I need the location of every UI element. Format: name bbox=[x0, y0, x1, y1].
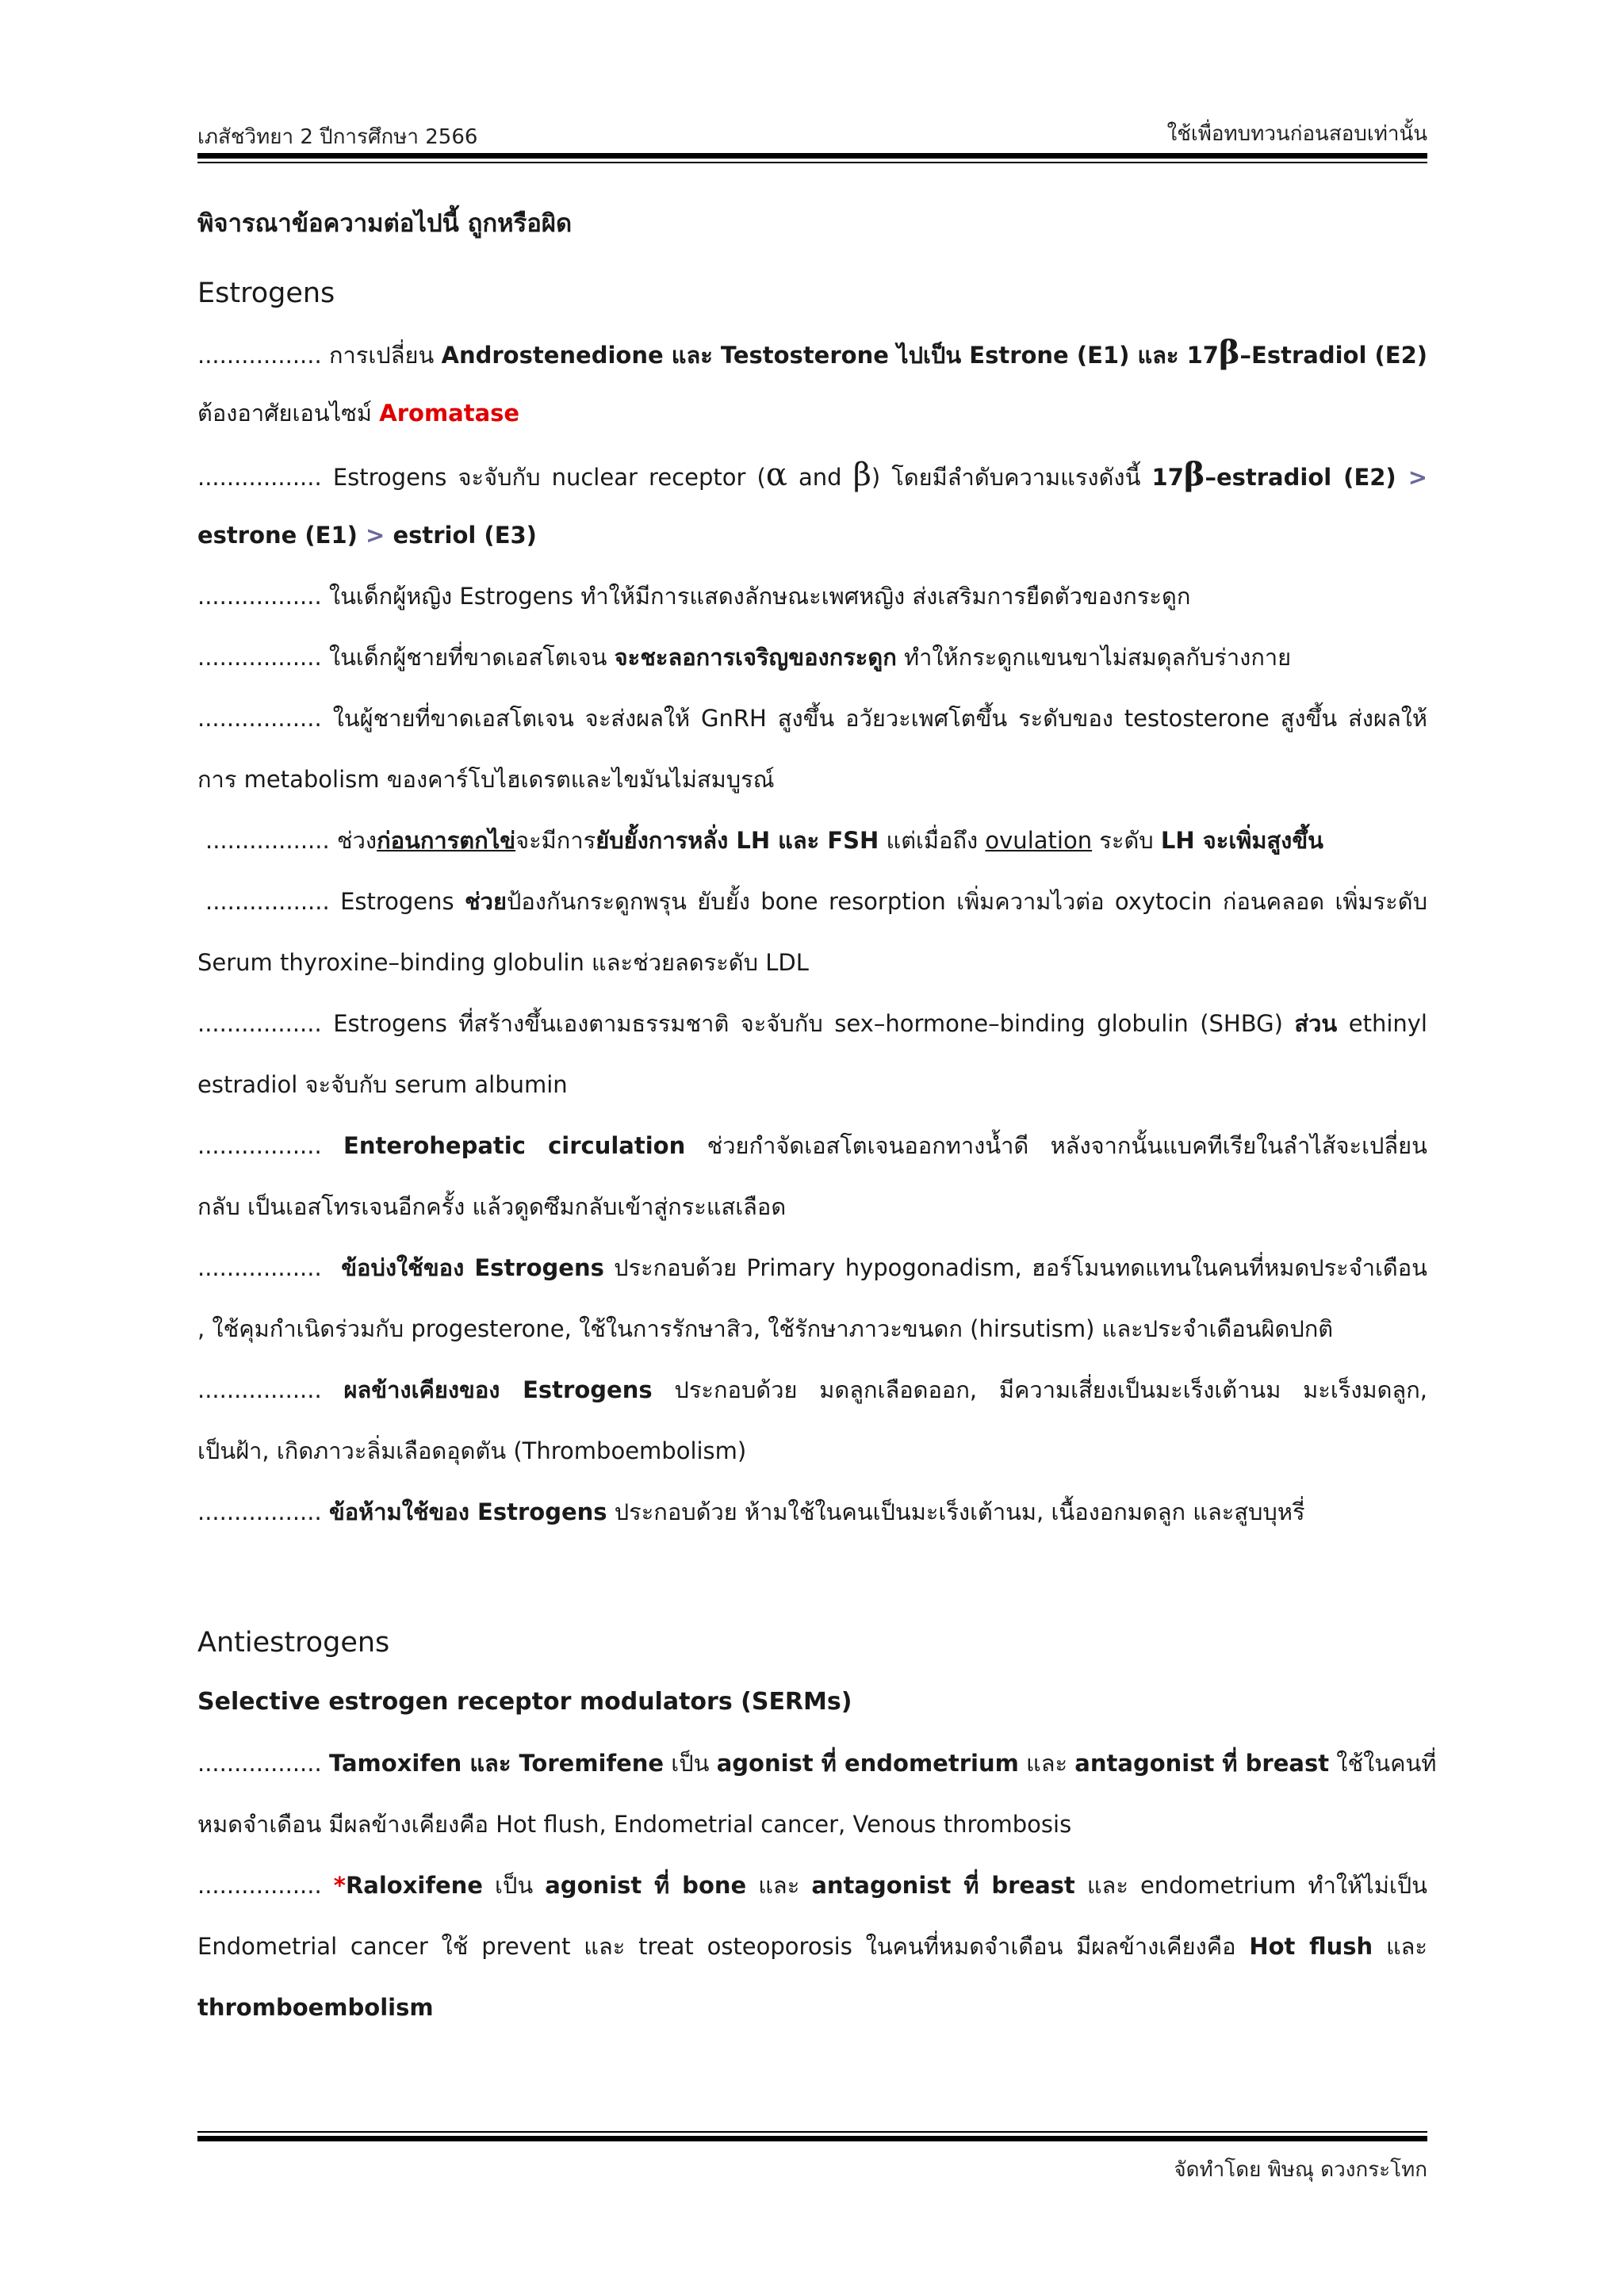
text-bold: LH จะเพิ่มสูงขึ้น bbox=[1160, 827, 1323, 854]
statement-7-line-2 bbox=[197, 932, 1427, 993]
text: กลับ เป็นเอสโทรเจนอีกครั้ง แล้วดูดซึมกลับเข้าสู่กระแสเลือด bbox=[197, 1193, 787, 1220]
text-bold: agonist ที่ bone bbox=[545, 1872, 747, 1899]
text-bold: Raloxifene bbox=[345, 1872, 483, 1899]
text: และ bbox=[1373, 1933, 1428, 1960]
statement-10-line-2 bbox=[197, 1299, 1427, 1360]
text: และ bbox=[1018, 1750, 1075, 1777]
statement-8-line-1 bbox=[197, 993, 1427, 1054]
text: ต้องอาศัยเอนไซม์ bbox=[197, 400, 380, 427]
statement-10-line-1 bbox=[197, 1238, 1427, 1299]
statement-12 bbox=[197, 1482, 1427, 1543]
statement-6 bbox=[197, 810, 1427, 871]
text-bold: ส่วน bbox=[1294, 1010, 1338, 1037]
beta-symbol: β bbox=[1218, 334, 1240, 371]
text-bold: antagonist ที่ breast bbox=[1074, 1750, 1330, 1777]
text: และ bbox=[746, 1872, 812, 1899]
answer-blank: ................. bbox=[197, 464, 322, 491]
text-bold: thromboembolism bbox=[197, 1994, 434, 2021]
answer-blank: ................. bbox=[197, 705, 322, 732]
text: จะมีการ bbox=[515, 827, 596, 854]
statement-2-line-1 bbox=[197, 444, 1427, 505]
statement-11-line-1 bbox=[197, 1360, 1427, 1421]
answer-blank: ................. bbox=[197, 1498, 322, 1525]
text: ประกอบด้วย มดลูกเลือดออก, มีความเสี่ยงเป็นมะเร็งเต้านม มะเร็งมดลูก, bbox=[652, 1376, 1427, 1403]
text: ethinyl bbox=[1337, 1010, 1427, 1037]
footer-rule-thin bbox=[197, 2131, 1427, 2133]
text-bold: estriol (E3) bbox=[385, 522, 537, 549]
statement-7-line-1 bbox=[197, 871, 1427, 932]
answer-blank: ................. bbox=[197, 1376, 322, 1403]
text-bold: ข้อบ่งใช้ของ Estrogens bbox=[341, 1254, 604, 1281]
enzyme-name: Aromatase bbox=[379, 400, 520, 427]
section-title-estrogens: Estrogens bbox=[197, 277, 335, 309]
text-underline: ovulation bbox=[985, 827, 1093, 854]
text: เป็น bbox=[482, 1872, 546, 1899]
page-content bbox=[197, 198, 1437, 2038]
statement-5-line-1 bbox=[197, 688, 1427, 749]
footer-rule-thick bbox=[197, 2136, 1427, 2141]
answer-blank: ................. bbox=[197, 1132, 322, 1159]
text: เป็นฝ้า, เกิดภาวะลิ่มเลือดอุดตัน (Thromboembolism) bbox=[197, 1437, 747, 1464]
beta-symbol: β bbox=[852, 457, 871, 493]
beta-symbol: β bbox=[1183, 456, 1205, 493]
statement-1-line-2 bbox=[197, 383, 1427, 444]
text: ในผู้ชายที่ขาดเอสโตเจน จะส่งผลให้ GnRH สูงขึ้น อวัยวะเพศโตขึ้น ระดับของ testosterone สูงขึ้น ส่งผลให้ bbox=[321, 705, 1427, 732]
text: Serum thyroxine–binding globulin และช่วยลดระดับ LDL bbox=[197, 949, 809, 976]
answer-blank: ................. bbox=[197, 1254, 322, 1281]
text-bold: Androstenedione และ Testosterone ไปเป็น Estrone (E1) และ 17 bbox=[441, 342, 1219, 369]
text: estradiol จะจับกับ serum albumin bbox=[197, 1071, 568, 1098]
statement-1-line-1 bbox=[197, 322, 1427, 383]
answer-blank: ................. bbox=[205, 827, 330, 854]
text: การเปลี่ยน bbox=[321, 342, 442, 369]
statement-5-line-2 bbox=[197, 749, 1427, 810]
text-bold: ยับยั้งการหลั่ง LH และ FSH bbox=[596, 827, 879, 854]
answer-blank: ................. bbox=[197, 1010, 322, 1037]
section-title-antiestrogens: Antiestrogens bbox=[197, 1627, 390, 1659]
text-bold: agonist ที่ endometrium bbox=[716, 1750, 1019, 1777]
answer-blank: ................. bbox=[197, 342, 322, 369]
text: ทำให้กระดูกแขนขาไม่สมดุลกับร่างกาย bbox=[896, 644, 1292, 671]
greater-than-sign: > bbox=[1408, 464, 1427, 491]
text: ระดับ bbox=[1092, 827, 1161, 854]
text: ประกอบด้วย Primary hypogonadism, ฮอร์โมนทดแทนในคนที่หมดประจำเดือน bbox=[603, 1254, 1427, 1281]
answer-blank: ................. bbox=[197, 1872, 322, 1899]
text-bold: 17 bbox=[1151, 464, 1184, 491]
text: , ใช้คุมกำเนิดร่วมกับ progesterone, ใช้ในการรักษาสิว, ใช้รักษาภาวะขนดก (hirsutism) และประจำเดือนผิดปกติ bbox=[197, 1315, 1334, 1342]
text-bold: Hot flush bbox=[1249, 1933, 1373, 1960]
section-gap bbox=[197, 1543, 1427, 1611]
text-bold: –Estradiol (E2) bbox=[1239, 342, 1428, 369]
statement-4 bbox=[197, 627, 1427, 688]
text: ป้องกันกระดูกพรุน ยับยั้ง bone resorption เพิ่มความไวต่อ oxytocin ก่อนคลอด เพิ่มระดับ bbox=[506, 888, 1427, 915]
header-rule-thin bbox=[197, 162, 1427, 163]
statement-9-line-2 bbox=[197, 1177, 1427, 1238]
header-note: ใช้เพื่อทบทวนก่อนสอบเท่านั้น bbox=[1166, 122, 1427, 146]
text-bold-underline: ก่อนการตกไข่ bbox=[377, 827, 516, 854]
text: ในเด็กผู้ชายที่ขาดเอสโตเจน bbox=[321, 644, 615, 671]
answer-blank: ................. bbox=[197, 583, 322, 610]
answer-blank: ................. bbox=[197, 1750, 322, 1777]
text-bold: ข้อห้ามใช้ของ Estrogens bbox=[328, 1498, 607, 1525]
statement-9-line-1 bbox=[197, 1115, 1427, 1177]
text-bold: ผลข้างเคียงของ Estrogens bbox=[343, 1376, 653, 1403]
text: แต่เมื่อถึง bbox=[879, 827, 986, 854]
header-rule-thick bbox=[197, 153, 1427, 159]
text: Estrogens bbox=[329, 888, 465, 915]
text-bold: estrone (E1) bbox=[197, 522, 366, 549]
header-course-title: เภสัชวิทยา 2 ปีการศึกษา 2566 bbox=[197, 125, 478, 149]
answer-blank: ................. bbox=[197, 644, 322, 671]
text: และ endometrium ทำให้ไม่เป็น bbox=[1074, 1872, 1427, 1899]
text: and bbox=[787, 464, 853, 491]
text: การ metabolism ของคาร์โบไฮเดรตและไขมันไม่สมบูรณ์ bbox=[197, 766, 775, 793]
statement-8-line-2 bbox=[197, 1054, 1427, 1115]
answer-blank: ................. bbox=[205, 888, 330, 915]
text-bold: Tamoxifen และ Toremifene bbox=[328, 1750, 665, 1777]
text: ) โดยมีลำดับความแรงดังนี้ bbox=[871, 464, 1152, 491]
text-bold: –estradiol (E2) bbox=[1205, 464, 1408, 491]
text-bold: antagonist ที่ breast bbox=[811, 1872, 1075, 1899]
text: หมดจำเดือน มีผลข้างเคียงคือ Hot flush, Endometrial cancer, Venous thrombosis bbox=[197, 1811, 1072, 1838]
statement-3 bbox=[197, 566, 1427, 627]
serm-statement-1-line-1 bbox=[197, 1733, 1437, 1794]
serm-statement-2-line-3 bbox=[197, 1977, 1427, 2038]
text: Estrogens จะจับกับ nuclear receptor ( bbox=[321, 464, 766, 491]
text: เป็น bbox=[664, 1750, 717, 1777]
text: Estrogens ที่สร้างขึ้นเองตามธรรมชาติ จะจับกับ sex–hormone–binding globulin (SHBG) bbox=[321, 1010, 1295, 1037]
serm-statement-2-line-1 bbox=[197, 1855, 1427, 1916]
asterisk-mark: * bbox=[333, 1872, 346, 1899]
text-bold: จะชะลอการเจริญของกระดูก bbox=[614, 644, 897, 671]
text-bold: Enterohepatic circulation bbox=[343, 1132, 686, 1159]
text: Endometrial cancer ใช้ prevent และ treat osteoporosis ในคนที่หมดจำเดือน มีผลข้างเคียงคือ bbox=[197, 1933, 1250, 1960]
statement-2-line-2 bbox=[197, 505, 1427, 566]
text: ใช้ในคนที่ bbox=[1329, 1750, 1437, 1777]
page-header bbox=[197, 117, 1427, 149]
greater-than-sign: > bbox=[366, 522, 385, 549]
serm-statement-2-line-2 bbox=[197, 1916, 1427, 1977]
instruction-heading: พิจารณาข้อความต่อไปนี้ ถูกหรือผิด bbox=[197, 209, 573, 238]
footer-credit: จัดทำโดย พิษณุ ดวงกระโทก bbox=[1174, 2158, 1427, 2182]
text: ประกอบด้วย ห้ามใช้ในคนเป็นมะเร็งเต้านม, เนื้องอกมดลูก และสูบบุหรี่ bbox=[607, 1498, 1305, 1525]
alpha-symbol: α bbox=[765, 457, 787, 493]
text: ช่วง bbox=[329, 827, 377, 854]
serm-statement-1-line-2 bbox=[197, 1794, 1427, 1855]
subsection-title-serms: Selective estrogen receptor modulators (SERMs) bbox=[197, 1688, 852, 1716]
text-bold: ช่วย bbox=[465, 888, 507, 915]
text: ในเด็กผู้หญิง Estrogens ทำให้มีการแสดงลักษณะเพศหญิง ส่งเสริมการยืดตัวของกระดูก bbox=[321, 583, 1191, 610]
statement-11-line-2 bbox=[197, 1421, 1427, 1482]
text: ช่วยกำจัดเอสโตเจนออกทางน้ำดี หลังจากนั้นแบคทีเรียในลำไส้จะเปลี่ยน bbox=[685, 1132, 1427, 1159]
